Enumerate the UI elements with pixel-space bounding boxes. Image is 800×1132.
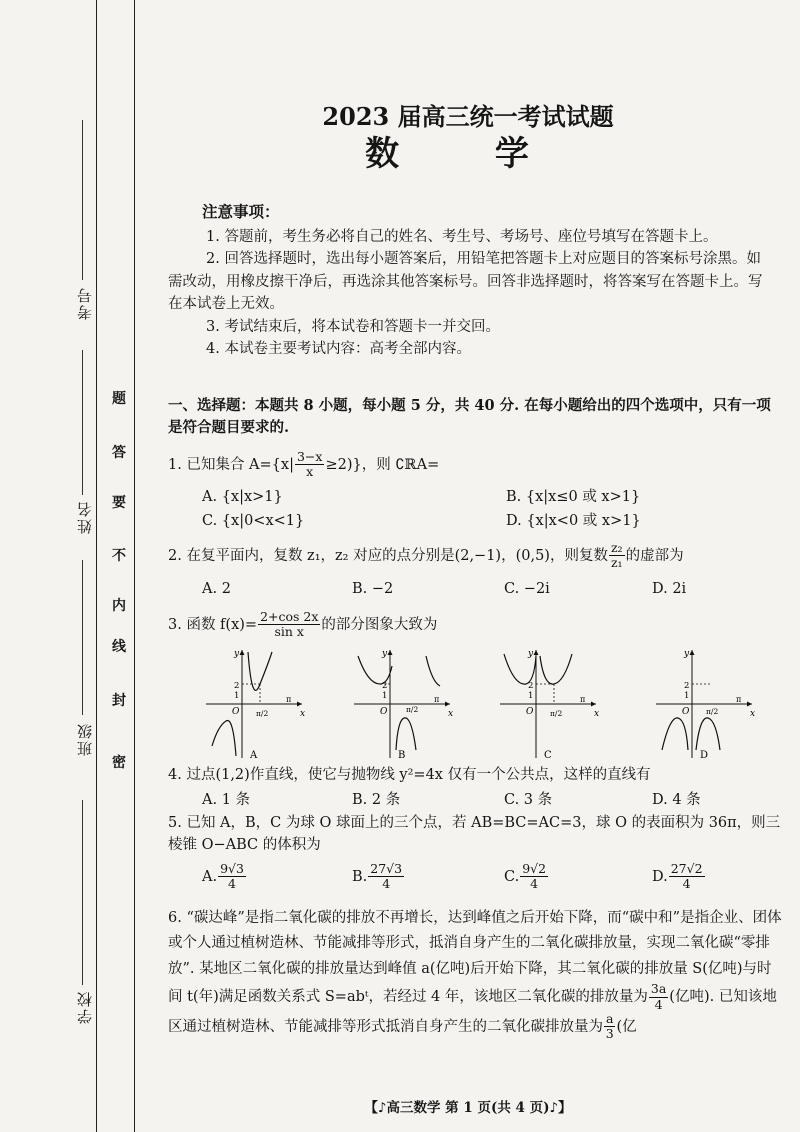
notice-list bbox=[168, 226, 768, 361]
q3-graph-c[interactable] bbox=[492, 646, 602, 764]
graph-tick-1: 1 bbox=[528, 691, 534, 701]
q3-frac-den: sin x bbox=[274, 624, 304, 640]
q5-c-frac bbox=[520, 862, 548, 892]
q5-b-label: B. bbox=[352, 868, 368, 885]
notice-item: 2. 回答选择题时，选出每小题答案后，用铅笔把答题卡上对应题目的答案标号涂黑。如需改动，用橡皮擦干净后，再选涂其他答案标号。回答非选择题时，将答案写在答题卡上。写在本试卷上无效。 bbox=[168, 251, 763, 313]
q5-option-c bbox=[504, 862, 549, 892]
q5-d-label: D. bbox=[652, 868, 668, 885]
q1-frac-num: 3−x bbox=[296, 449, 323, 464]
q3-stem-pre: 3. 函数 f(x)= bbox=[168, 616, 258, 633]
q6-frac2-den: 3 bbox=[605, 1026, 614, 1042]
q6-para1: 6. “碳达峰”是指二氧化碳的排放不再增长，达到峰值之后开始下降，而“碳中和”是指企业、团体或个人通过植树造林、节能减排等形式，抵消自身产生的二氧化碳排放量，实现二氧化碳“零排放”. 某地区二氧化碳的排放量达到峰值 a(亿吨)后开始下降，其二氧化碳的排放量 S(亿吨)与时间 t(年)满足函数关系式 S=abᵗ，若经过 4 年，该地区二氧化碳的排放量为 bbox=[168, 910, 782, 1005]
q4-option-d: D. 4 条 bbox=[652, 792, 701, 808]
q3-stem-post: 的部分图象大致为 bbox=[321, 616, 438, 633]
graph-pi: π bbox=[736, 695, 742, 704]
q2-stem-pre: 2. 在复平面内，复数 z₁，z₂ 对应的点分别是(2,−1)，(0,5)，则复数 bbox=[168, 547, 608, 564]
seal-char: 内 bbox=[112, 598, 126, 614]
graph-pi: π bbox=[434, 695, 440, 704]
graph-tick-2: 2 bbox=[234, 681, 240, 691]
graph-y-axis: y bbox=[234, 649, 240, 659]
graph-x-axis: x bbox=[750, 709, 756, 719]
seal-char: 封 bbox=[112, 693, 126, 709]
graph-label: D bbox=[700, 750, 709, 761]
graph-label: B bbox=[398, 750, 406, 761]
class-fill-line[interactable] bbox=[82, 560, 83, 715]
q2-option-a: A. 2 bbox=[202, 581, 231, 597]
question-5: 5. 已知 A，B，C 为球 O 球面上的三个点，若 AB=BC=AC=3，球 O 的表面积为 36π，则三棱锥 O−ABC 的体积为 bbox=[168, 815, 781, 854]
graph-label: C bbox=[544, 750, 552, 761]
q5-b-den: 4 bbox=[382, 876, 391, 892]
question-3 bbox=[168, 610, 783, 640]
question-4: 4. 过点(1,2)作直线，使它与抛物线 y²=4x 仅有一个公共点，这样的直线有 bbox=[168, 767, 651, 783]
graph-label: A bbox=[250, 750, 258, 761]
graph-x-axis: x bbox=[448, 709, 454, 719]
q5-a-num: 9√3 bbox=[220, 861, 244, 876]
q5-option-d bbox=[652, 862, 706, 892]
q5-a-frac bbox=[218, 862, 246, 892]
seal-char: 答 bbox=[112, 445, 126, 461]
question-1 bbox=[168, 450, 783, 480]
q1-option-a: A. {x|x>1} bbox=[202, 489, 283, 505]
graph-origin: O bbox=[380, 707, 388, 717]
q5-d-den: 4 bbox=[682, 876, 691, 892]
exam-page bbox=[168, 0, 790, 1132]
q5-a-den: 4 bbox=[228, 876, 236, 892]
exam-no-label: 考号 bbox=[76, 286, 94, 320]
section-heading: 一、选择题：本题共 8 小题，每小题 5 分，共 40 分. 在每小题给出的四个选项中，只有一项是符合题目要求的. bbox=[168, 397, 771, 437]
q5-a-label: A. bbox=[202, 868, 218, 885]
q1-option-c: C. {x|0<x<1} bbox=[202, 513, 305, 529]
q5-c-num: 9√2 bbox=[522, 861, 547, 876]
graph-origin: O bbox=[526, 707, 534, 717]
notice-item: 3. 考试结束后，将本试卷和答题卡一并交回。 bbox=[206, 318, 500, 335]
margin-line-inner bbox=[134, 0, 135, 1132]
q2-fraction bbox=[609, 541, 625, 571]
q6-frac1 bbox=[649, 982, 668, 1012]
page-footer: 【♪高三数学 第 1 页(共 4 页)♪】 bbox=[364, 1100, 572, 1116]
graph-pi-half: π/2 bbox=[406, 705, 419, 714]
q1-option-d: D. {x|x<0 或 x>1} bbox=[506, 513, 641, 529]
seal-char: 题 bbox=[112, 391, 126, 407]
seal-char: 线 bbox=[112, 639, 126, 655]
graph-y-axis: y bbox=[528, 649, 534, 659]
q5-option-a bbox=[202, 862, 247, 892]
graph-pi: π bbox=[580, 695, 586, 704]
question-2 bbox=[168, 541, 783, 571]
subject-title: 数 学 bbox=[365, 134, 571, 174]
q6-para2: (亿吨). 已知该地区通过植树造林、节能减排等形式抵消自身产生的二氧化碳排放量为 bbox=[168, 989, 777, 1035]
seal-char: 要 bbox=[112, 495, 126, 511]
graph-pi-half: π/2 bbox=[256, 709, 269, 718]
q5-b-num: 27√3 bbox=[370, 861, 403, 876]
q3-graph-d[interactable] bbox=[648, 646, 758, 764]
q4-option-a: A. 1 条 bbox=[202, 792, 251, 808]
q3-graph-a[interactable] bbox=[198, 646, 308, 764]
graph-tick-1: 1 bbox=[684, 691, 690, 701]
q1-stem-post: ≥2)}，则 ∁ℝA= bbox=[325, 456, 440, 473]
graph-y-axis: y bbox=[382, 649, 388, 659]
school-fill-line[interactable] bbox=[82, 800, 83, 985]
q3-fraction bbox=[258, 610, 320, 640]
margin-line-outer bbox=[96, 0, 97, 1132]
binding-margin bbox=[0, 0, 140, 1132]
graph-pi: π bbox=[286, 695, 292, 704]
q5-option-b bbox=[352, 862, 405, 892]
q6-frac1-num: 3a bbox=[650, 981, 667, 997]
graph-origin: O bbox=[232, 707, 240, 717]
notice-item: 4. 本试卷主要考试内容：高考全部内容。 bbox=[206, 341, 471, 358]
q6-frac2 bbox=[604, 1012, 615, 1042]
q3-graph-b[interactable] bbox=[346, 646, 456, 764]
notice-heading: 注意事项： bbox=[202, 202, 280, 221]
exam-no-fill-line[interactable] bbox=[82, 120, 83, 280]
q5-d-frac bbox=[669, 862, 705, 892]
q1-frac-den: x bbox=[306, 464, 314, 480]
graph-origin: O bbox=[682, 707, 690, 717]
notice-item: 1. 答题前，考生务必将自己的姓名、考生号、考场号、座位号填写在答题卡上。 bbox=[206, 229, 718, 245]
q2-option-d: D. 2i bbox=[652, 581, 687, 597]
graph-tick-1: 1 bbox=[382, 691, 388, 701]
q6-para3: (亿 bbox=[616, 1018, 637, 1035]
q6-frac2-num: a bbox=[606, 1010, 614, 1026]
q1-fraction bbox=[295, 450, 324, 480]
graph-pi-half: π/2 bbox=[706, 707, 719, 716]
q2-option-b: B. −2 bbox=[352, 581, 394, 597]
graph-tick-2: 2 bbox=[684, 681, 690, 691]
graph-pi-half: π/2 bbox=[550, 709, 563, 718]
seal-char: 不 bbox=[112, 548, 126, 564]
q4-option-c: C. 3 条 bbox=[504, 792, 553, 808]
class-label: 班级 bbox=[76, 722, 94, 756]
q5-b-frac bbox=[368, 862, 404, 892]
q2-frac-num: z₂ bbox=[610, 540, 623, 555]
name-label: 姓名 bbox=[76, 500, 94, 534]
exam-title: 2023 届高三统一考试试题 bbox=[322, 102, 614, 131]
graph-tick-2: 2 bbox=[528, 681, 534, 691]
q3-frac-num: 2+cos 2x bbox=[260, 609, 319, 624]
school-label: 学校 bbox=[76, 990, 94, 1024]
graph-x-axis: x bbox=[594, 709, 600, 719]
q5-d-num: 27√2 bbox=[670, 861, 703, 876]
q1-option-b: B. {x|x≤0 或 x>1} bbox=[506, 489, 641, 505]
graph-x-axis: x bbox=[300, 709, 306, 719]
q2-stem-post: 的虚部为 bbox=[625, 547, 684, 564]
name-fill-line[interactable] bbox=[82, 350, 83, 495]
q5-c-den: 4 bbox=[530, 876, 539, 892]
q2-option-c: C. −2i bbox=[504, 581, 550, 597]
seal-char: 密 bbox=[112, 755, 126, 771]
question-6 bbox=[168, 906, 783, 1042]
q6-frac1-den: 4 bbox=[654, 996, 663, 1012]
q5-c-label: C. bbox=[504, 868, 520, 885]
graph-y-axis: y bbox=[684, 649, 690, 659]
q2-frac-den: z₁ bbox=[610, 555, 623, 571]
graph-tick-2: 2 bbox=[382, 681, 388, 691]
q4-option-b: B. 2 条 bbox=[352, 792, 401, 808]
q1-stem-pre: 1. 已知集合 A={x| bbox=[168, 456, 294, 473]
graph-tick-1: 1 bbox=[234, 691, 240, 701]
